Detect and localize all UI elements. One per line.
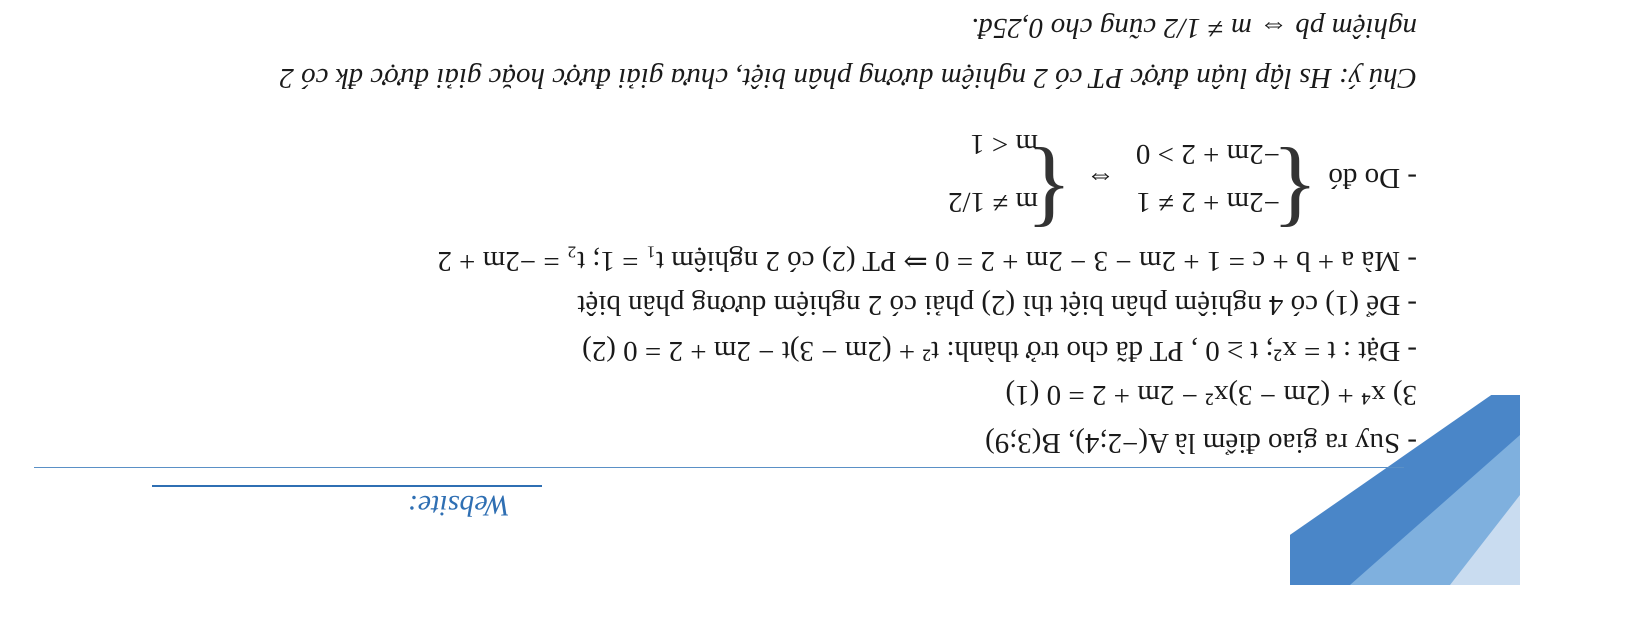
text-line-substitution: - Đặt : t = x²; t ≥ 0 , PT đã cho trở thành: t² + (2m − 3)t − 2m + 2 = 0 (2): [582, 335, 1417, 367]
text-line-condition: - Để (1) có 4 nghiệm phân biệt thì (2) phải có 2 nghiệm dương phân biệt: [577, 289, 1417, 321]
system-row-2: −2m + 2 > 0: [1135, 138, 1280, 170]
text-line-roots: - Mà a + b + c = 1 + 2m − 3 − 2m + 2 = 0 ⇒ PT (2) có 2 nghiệm t₁ = 1; t₂ = −2m + 2: [437, 245, 1417, 277]
text-line-intersection: - Suy ra giao điểm là A(−2;4), B(3;9): [985, 427, 1417, 459]
equivalence-symbol: ⇔: [1086, 163, 1115, 195]
system2-row-2: m < 1: [970, 128, 1038, 160]
header-rule: [34, 467, 1404, 468]
system2-row-1: m ≠ 1/2: [947, 186, 1038, 218]
note-line-2: nghiệm pb ⇔ m ≠ 1/2 cũng cho 0,25đ.: [970, 12, 1417, 44]
left-brace: {: [1271, 139, 1318, 246]
website-label: Website:: [407, 489, 510, 522]
system-row-1: −2m + 2 ≠ 1: [1136, 186, 1280, 218]
text-line-equation-1: 3) x⁴ + (2m − 3)x² − 2m + 2 = 0 (1): [1005, 379, 1417, 411]
website-underline: [152, 485, 542, 487]
right-system-brace: {: [1025, 139, 1072, 246]
note-line-1: Chú ý: Hs lập luận được PT có 2 nghiệm dương phân biệt, chưa giải được hoặc giải được đk có 2: [279, 62, 1417, 94]
text-line-therefore: - Do đó: [1328, 162, 1417, 194]
